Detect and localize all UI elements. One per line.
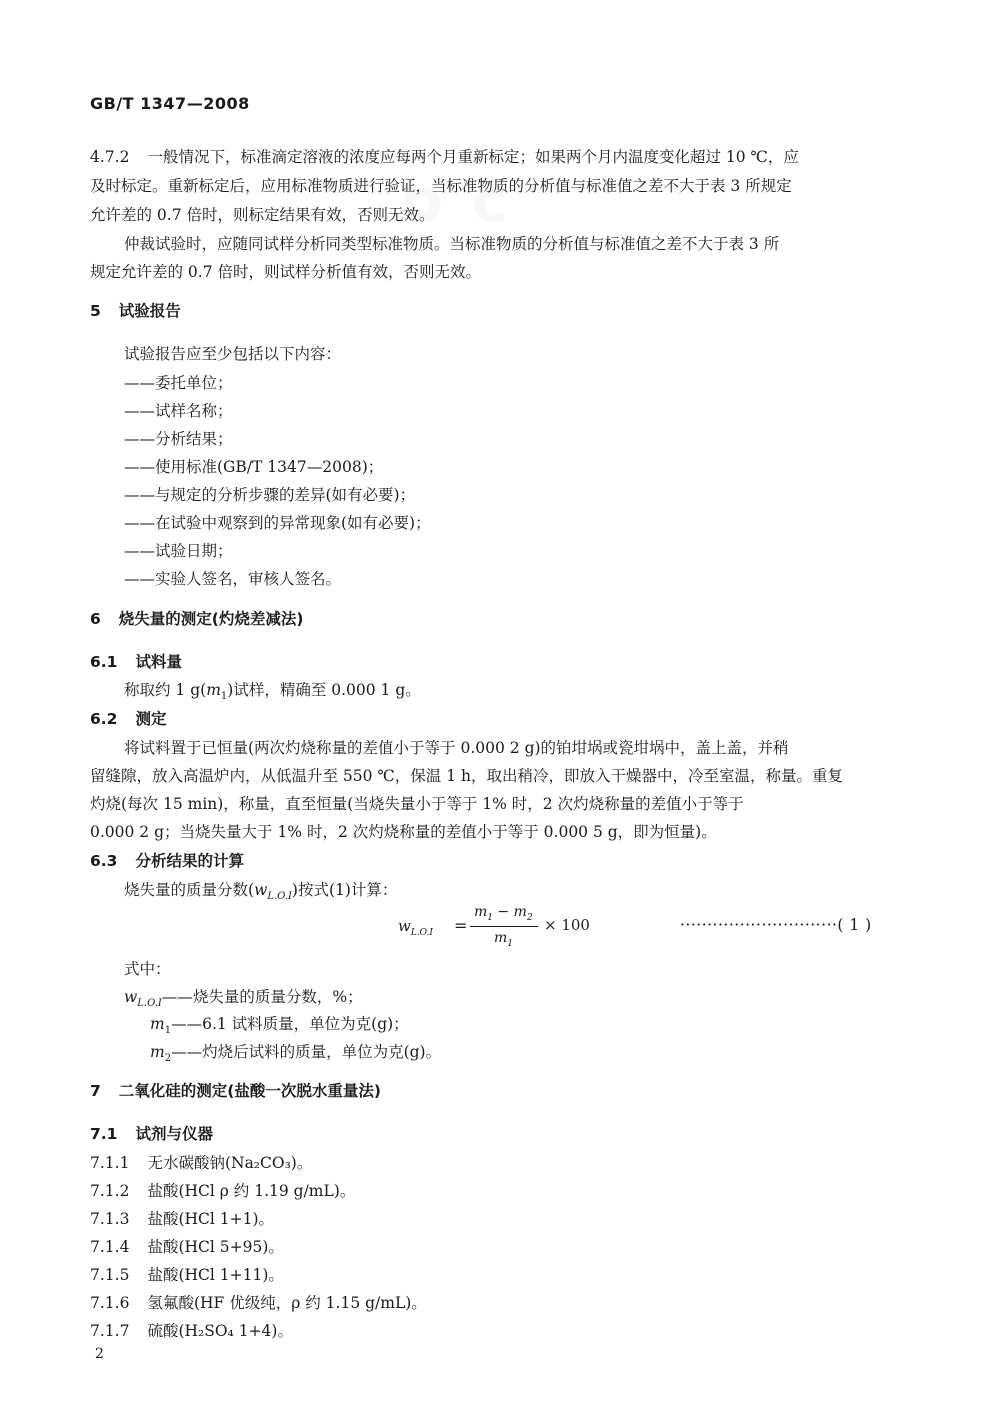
paragraph-arbitration-line-2: 规定允许差的 0.7 倍时，则试样分析值有效，否则无效。 bbox=[90, 263, 482, 281]
subsection-number: 6.3 bbox=[90, 852, 118, 870]
paragraph-4-7-2-line-2: 及时标定。重新标定后，应用标准物质进行验证，当标准物质的分析值与标准值之差不大于表 3 所规定 bbox=[90, 177, 792, 195]
subsection-title: 测定 bbox=[135, 710, 167, 728]
section-title: 二氧化硅的测定(盐酸一次脱水重量法) bbox=[118, 1082, 381, 1100]
leader-dots: ····························· bbox=[680, 916, 838, 934]
section-number: 5 bbox=[90, 302, 101, 320]
subsection-6-3-heading bbox=[90, 851, 244, 871]
reagent-item bbox=[90, 1321, 293, 1341]
item-text: 盐酸(HCl ρ 约 1.19 g/mL)。 bbox=[147, 1182, 356, 1200]
item-number: 7.1.6 bbox=[90, 1294, 130, 1312]
report-item: ——在试验中观察到的异常现象(如有必要)； bbox=[124, 514, 431, 532]
subsection-number: 6.1 bbox=[90, 653, 118, 671]
item-text: 盐酸(HCl 1+11)。 bbox=[147, 1266, 284, 1284]
definition-text: ——灼烧后试料的质量，单位为克(g)。 bbox=[171, 1043, 442, 1061]
calculation-intro bbox=[124, 880, 397, 907]
item-text: 硫酸(H₂SO₄ 1+4)。 bbox=[147, 1322, 293, 1340]
reagent-item bbox=[90, 1265, 284, 1285]
fraction-numerator bbox=[474, 904, 533, 923]
reagent-item bbox=[90, 1153, 312, 1173]
reagent-item bbox=[90, 1209, 274, 1229]
section-7-heading bbox=[90, 1081, 381, 1101]
variable: w bbox=[254, 881, 268, 899]
procedure-line-3: 灼烧(每次 15 min)，称量，直至恒量(当烧失量小于等于 1% 时，2 次灼烧称量的差值小于等于 bbox=[90, 795, 744, 813]
definition-text: ——烧失量的质量分数，%； bbox=[161, 988, 363, 1006]
subscript: 1 bbox=[507, 938, 514, 949]
clause-number: 4.7.2 bbox=[90, 148, 130, 166]
item-text: 无水碳酸钠(Na₂CO₃)。 bbox=[147, 1154, 313, 1172]
definition-m2 bbox=[150, 1042, 441, 1069]
formula-fraction bbox=[470, 904, 540, 954]
standard-header: GB/T 1347—2008 bbox=[90, 94, 250, 113]
item-number: 7.1.5 bbox=[90, 1266, 130, 1284]
paragraph-4-7-2-line-1 bbox=[90, 147, 799, 167]
report-item: ——委托单位； bbox=[124, 374, 233, 392]
section-5-heading bbox=[90, 301, 181, 321]
fraction-denominator bbox=[494, 930, 513, 949]
procedure-line-2: 留缝隙，放入高温炉内，从低温升至 550 ℃，保温 1 h，取出稍冷，即放入干燥器中，冷至室温，称量。重复 bbox=[90, 767, 843, 785]
text-fragment: 称取约 1 g( bbox=[124, 681, 207, 699]
clause-text: 一般情况下，标准滴定溶液的浓度应每两个月重新标定；如果两个月内温度变化超过 10 ℃，应 bbox=[147, 148, 799, 166]
paragraph-4-7-2-line-3: 允许差的 0.7 倍时，则标定结果有效，否则无效。 bbox=[90, 206, 435, 224]
text-fragment: )试样，精确至 0.000 1 g。 bbox=[227, 681, 421, 699]
item-number: 7.1.2 bbox=[90, 1182, 130, 1200]
subscript: 1 bbox=[220, 691, 228, 703]
text-fragment: )按式(1)计算： bbox=[291, 881, 398, 899]
variable: m bbox=[513, 904, 527, 920]
section-number: 6 bbox=[90, 610, 101, 628]
reagent-item bbox=[90, 1293, 427, 1313]
subsection-7-1-heading bbox=[90, 1124, 213, 1144]
loss-on-ignition-formula bbox=[398, 904, 638, 954]
subscript: 1 bbox=[164, 1025, 172, 1037]
sample-amount-text bbox=[124, 680, 421, 707]
watermark: b c bbox=[400, 166, 512, 236]
item-number: 7.1.4 bbox=[90, 1238, 130, 1256]
procedure-line-4: 0.000 2 g；当烧失量大于 1% 时，2 次灼烧称量的差值小于等于 0.000 5 g，即为恒量)。 bbox=[90, 823, 717, 841]
procedure-line-1: 将试料置于已恒量(两次灼烧称量的差值小于等于 0.000 2 g)的铂坩埚或瓷坩埚中，盖上盖，并稍 bbox=[124, 739, 789, 757]
reagent-item bbox=[90, 1237, 284, 1257]
subsection-6-1-heading bbox=[90, 652, 182, 672]
page-number: 2 bbox=[95, 1346, 104, 1362]
variable: m bbox=[474, 904, 488, 920]
where-label: 式中： bbox=[124, 960, 171, 978]
item-number: 7.1.1 bbox=[90, 1154, 130, 1172]
formula-number-leader bbox=[680, 916, 872, 934]
item-number: 7.1.7 bbox=[90, 1322, 130, 1340]
fraction-bar bbox=[470, 926, 538, 927]
item-text: 盐酸(HCl 1+1)。 bbox=[147, 1210, 275, 1228]
section-number: 7 bbox=[90, 1082, 101, 1100]
subsection-number: 6.2 bbox=[90, 710, 118, 728]
subsection-title: 试料量 bbox=[135, 653, 182, 671]
report-item: ——分析结果； bbox=[124, 430, 233, 448]
definition-w bbox=[124, 987, 363, 1014]
variable: w bbox=[398, 917, 411, 935]
report-item: ——试样名称； bbox=[124, 402, 233, 420]
subscript: L.O.I bbox=[410, 928, 433, 938]
report-item: ——与规定的分析步骤的差异(如有必要)； bbox=[124, 486, 416, 504]
section-6-heading bbox=[90, 609, 303, 629]
subscript: L.O.I bbox=[137, 998, 162, 1010]
variable: m bbox=[150, 1043, 165, 1061]
subsection-title: 分析结果的计算 bbox=[135, 852, 244, 870]
subsection-title: 试剂与仪器 bbox=[135, 1125, 213, 1143]
section-title: 试验报告 bbox=[118, 302, 181, 320]
subscript: 2 bbox=[526, 912, 533, 923]
section-title: 烧失量的测定(灼烧差减法) bbox=[118, 610, 304, 628]
variable: m bbox=[150, 1015, 165, 1033]
subscript: 1 bbox=[487, 912, 494, 923]
variable: w bbox=[124, 988, 138, 1006]
paragraph-arbitration-line-1: 仲裁试验时，应随同试样分析同类型标准物质。当标准物质的分析值与标准值之差不大于表 3 所 bbox=[124, 235, 780, 253]
report-item: ——试验日期； bbox=[124, 542, 233, 560]
subsection-6-2-heading bbox=[90, 709, 166, 729]
minus-sign: − bbox=[493, 904, 514, 920]
formula-lhs bbox=[398, 917, 433, 938]
item-text: 氢氟酸(HF 优级纯，ρ 约 1.15 g/mL)。 bbox=[147, 1294, 427, 1312]
subscript: L.O.I bbox=[267, 891, 292, 903]
report-item: ——使用标准(GB/T 1347—2008)； bbox=[124, 458, 384, 476]
variable: m bbox=[206, 681, 221, 699]
definition-text: ——6.1 试料质量，单位为克(g)； bbox=[171, 1015, 409, 1033]
times-hundred: × 100 bbox=[544, 916, 590, 934]
equation-number: ( 1 ) bbox=[837, 916, 872, 934]
variable: m bbox=[494, 930, 508, 946]
report-item: ——实验人签名，审核人签名。 bbox=[124, 570, 342, 588]
report-intro: 试验报告应至少包括以下内容： bbox=[124, 345, 342, 363]
item-number: 7.1.3 bbox=[90, 1210, 130, 1228]
subscript: 2 bbox=[164, 1053, 172, 1065]
text-fragment: 烧失量的质量分数( bbox=[124, 881, 255, 899]
subsection-number: 7.1 bbox=[90, 1125, 118, 1143]
equals-sign: = bbox=[454, 916, 468, 935]
definition-m1 bbox=[150, 1014, 409, 1041]
reagent-item bbox=[90, 1181, 355, 1201]
item-text: 盐酸(HCl 5+95)。 bbox=[147, 1238, 284, 1256]
